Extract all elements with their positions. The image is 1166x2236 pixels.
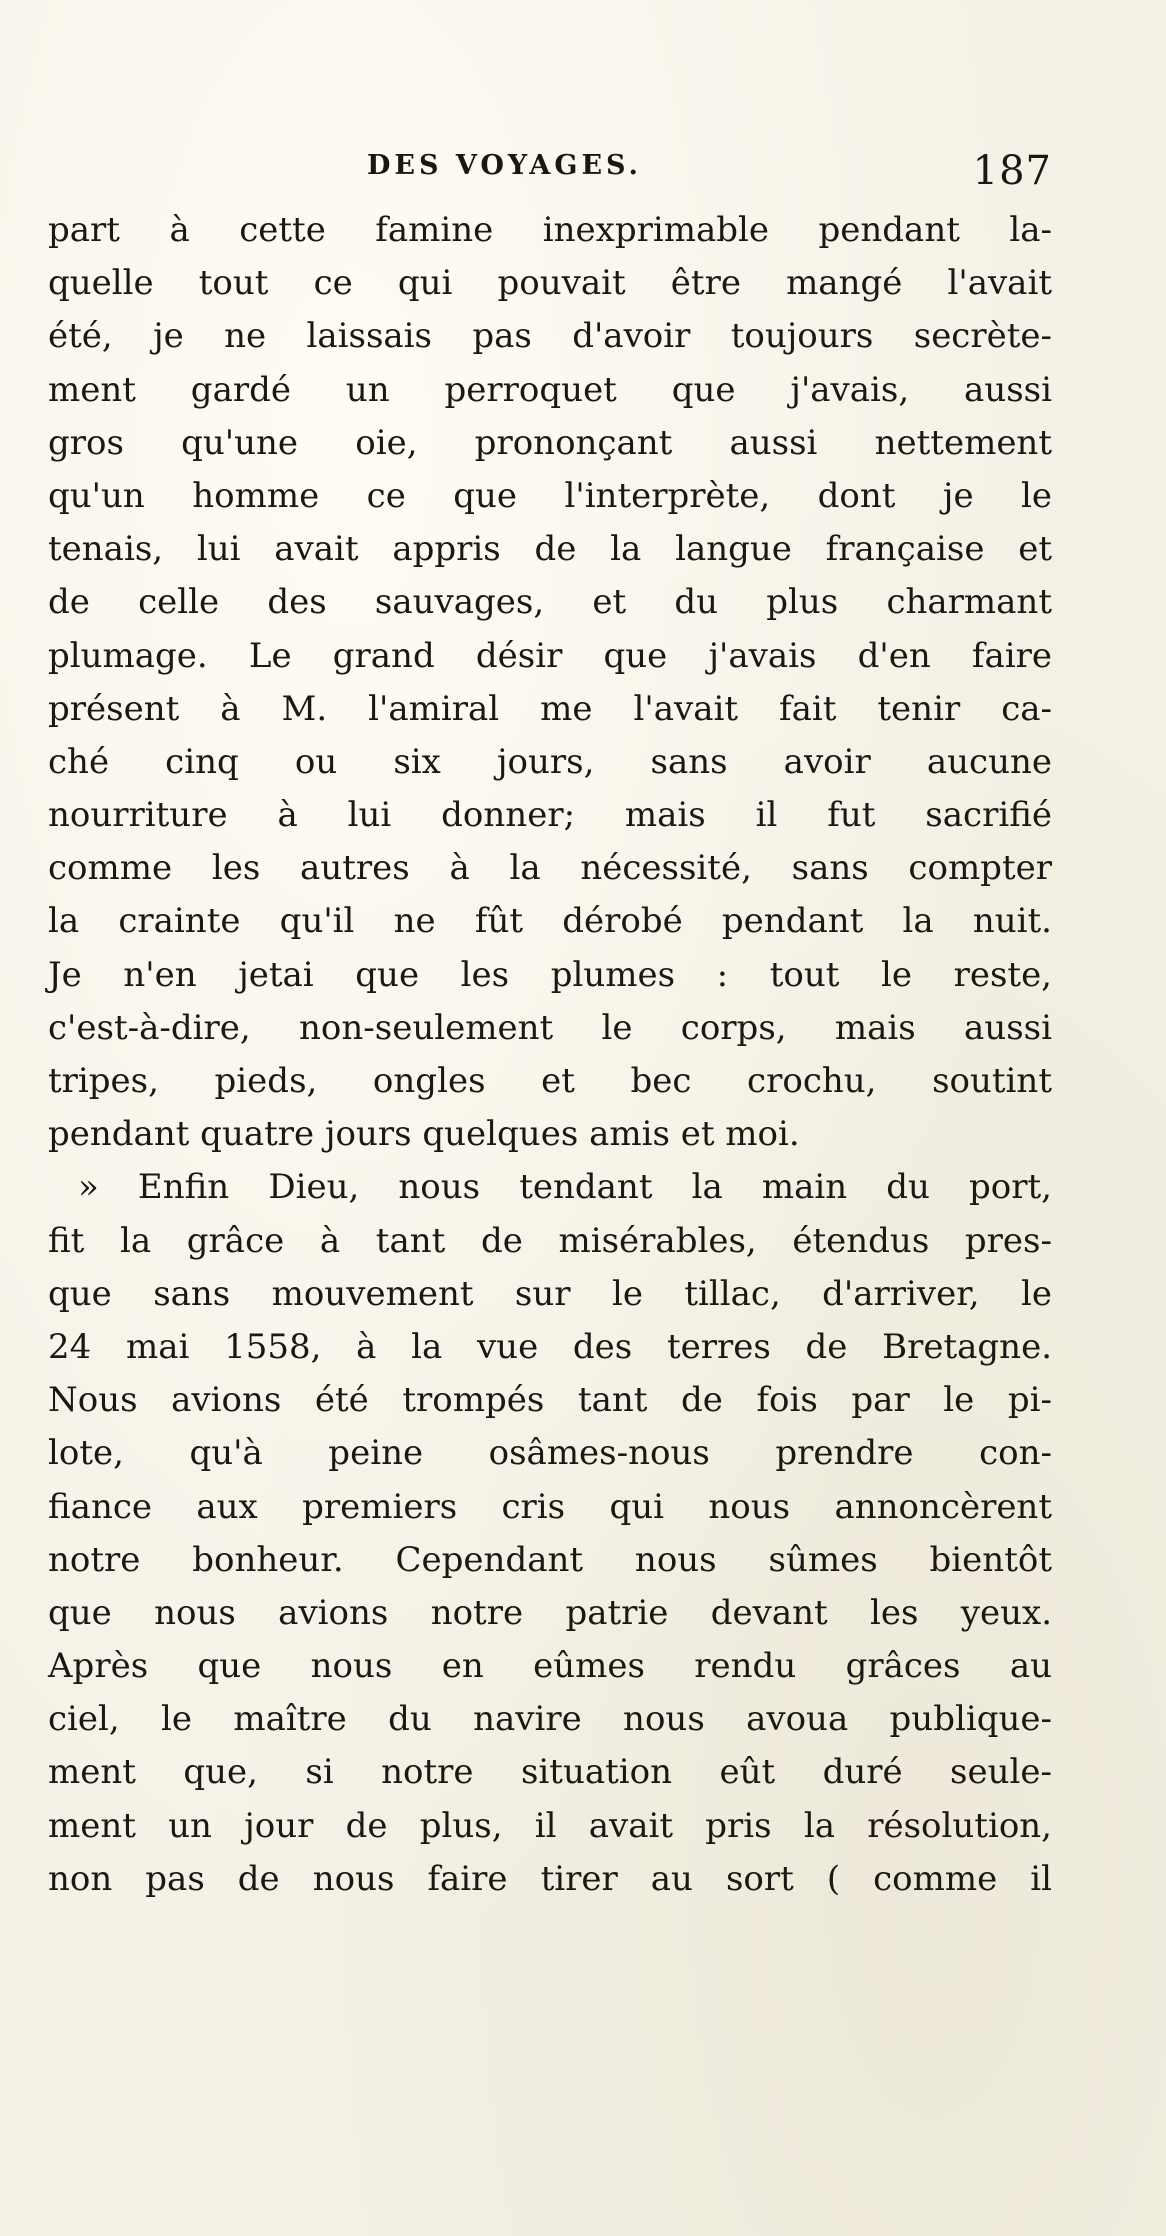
paragraph-end-line: pendant quatre jours quelques amis et moi.: [48, 1114, 800, 1155]
text-line: ment gardé un perroquet que j'avais, aussi: [48, 369, 1052, 410]
text-line: ment un jour de plus, il avait pris la résolution,: [48, 1805, 1052, 1846]
text-line: Nous avions été trompés tant de fois par le pi-: [48, 1380, 1052, 1421]
text-line: gros qu'une oie, prononçant aussi nettement: [48, 422, 1052, 463]
page-header: [62, 148, 1052, 198]
text-line: Je n'en jetai que les plumes : tout le reste,: [48, 954, 1052, 995]
text-line: c'est-à-dire, non-seulement le corps, mais aussi: [48, 1007, 1052, 1048]
text-line: comme les autres à la nécessité, sans compter: [48, 848, 1052, 889]
body-text: [48, 204, 1052, 1906]
text-line: la crainte qu'il ne fût dérobé pendant la nuit.: [48, 901, 1052, 942]
text-line: notre bonheur. Cependant nous sûmes bientôt: [48, 1539, 1052, 1580]
text-line: lote, qu'à peine osâmes-nous prendre con-: [48, 1433, 1052, 1474]
text-line: non pas de nous faire tirer au sort ( comme il: [48, 1858, 1052, 1899]
text-line: tripes, pieds, ongles et bec crochu, soutint: [48, 1061, 1052, 1101]
text-line: qu'un homme ce que l'interprète, dont je le: [48, 475, 1052, 516]
text-line: ciel, le maître du navire nous avoua publique-: [48, 1699, 1052, 1740]
text-line: Après que nous en eûmes rendu grâces au: [48, 1646, 1052, 1687]
text-line: 24 mai 1558, à la vue des terres de Bretagne.: [48, 1326, 1052, 1367]
text-line: tenais, lui avait appris de la langue française et: [48, 529, 1052, 570]
text-line: ché cinq ou six jours, sans avoir aucune: [48, 741, 1052, 782]
text-line: quelle tout ce qui pouvait être mangé l'avait: [48, 263, 1052, 304]
paragraph-start-line: » Enfin Dieu, nous tendant la main du port,: [78, 1167, 1052, 1208]
running-title: DES VOYAGES.: [367, 150, 642, 181]
text-line: été, je ne laissais pas d'avoir toujours secrète-: [48, 316, 1052, 357]
text-line: que nous avions notre patrie devant les yeux.: [48, 1592, 1052, 1633]
text-line: présent à M. l'amiral me l'avait fait tenir ca-: [48, 688, 1052, 729]
text-line: nourriture à lui donner; mais il fut sacrifié: [48, 795, 1052, 836]
text-line: part à cette famine inexprimable pendant la-: [48, 210, 1052, 250]
page-number: 187: [972, 148, 1052, 194]
text-line: de celle des sauvages, et du plus charmant: [48, 582, 1052, 623]
text-line: fiance aux premiers cris qui nous annoncèrent: [48, 1486, 1052, 1527]
text-line: ment que, si notre situation eût duré seule-: [48, 1752, 1052, 1793]
text-line: plumage. Le grand désir que j'avais d'en faire: [48, 635, 1052, 676]
text-line: fit la grâce à tant de misérables, étendus pres-: [48, 1220, 1052, 1261]
text-line: que sans mouvement sur le tillac, d'arriver, le: [48, 1273, 1052, 1314]
